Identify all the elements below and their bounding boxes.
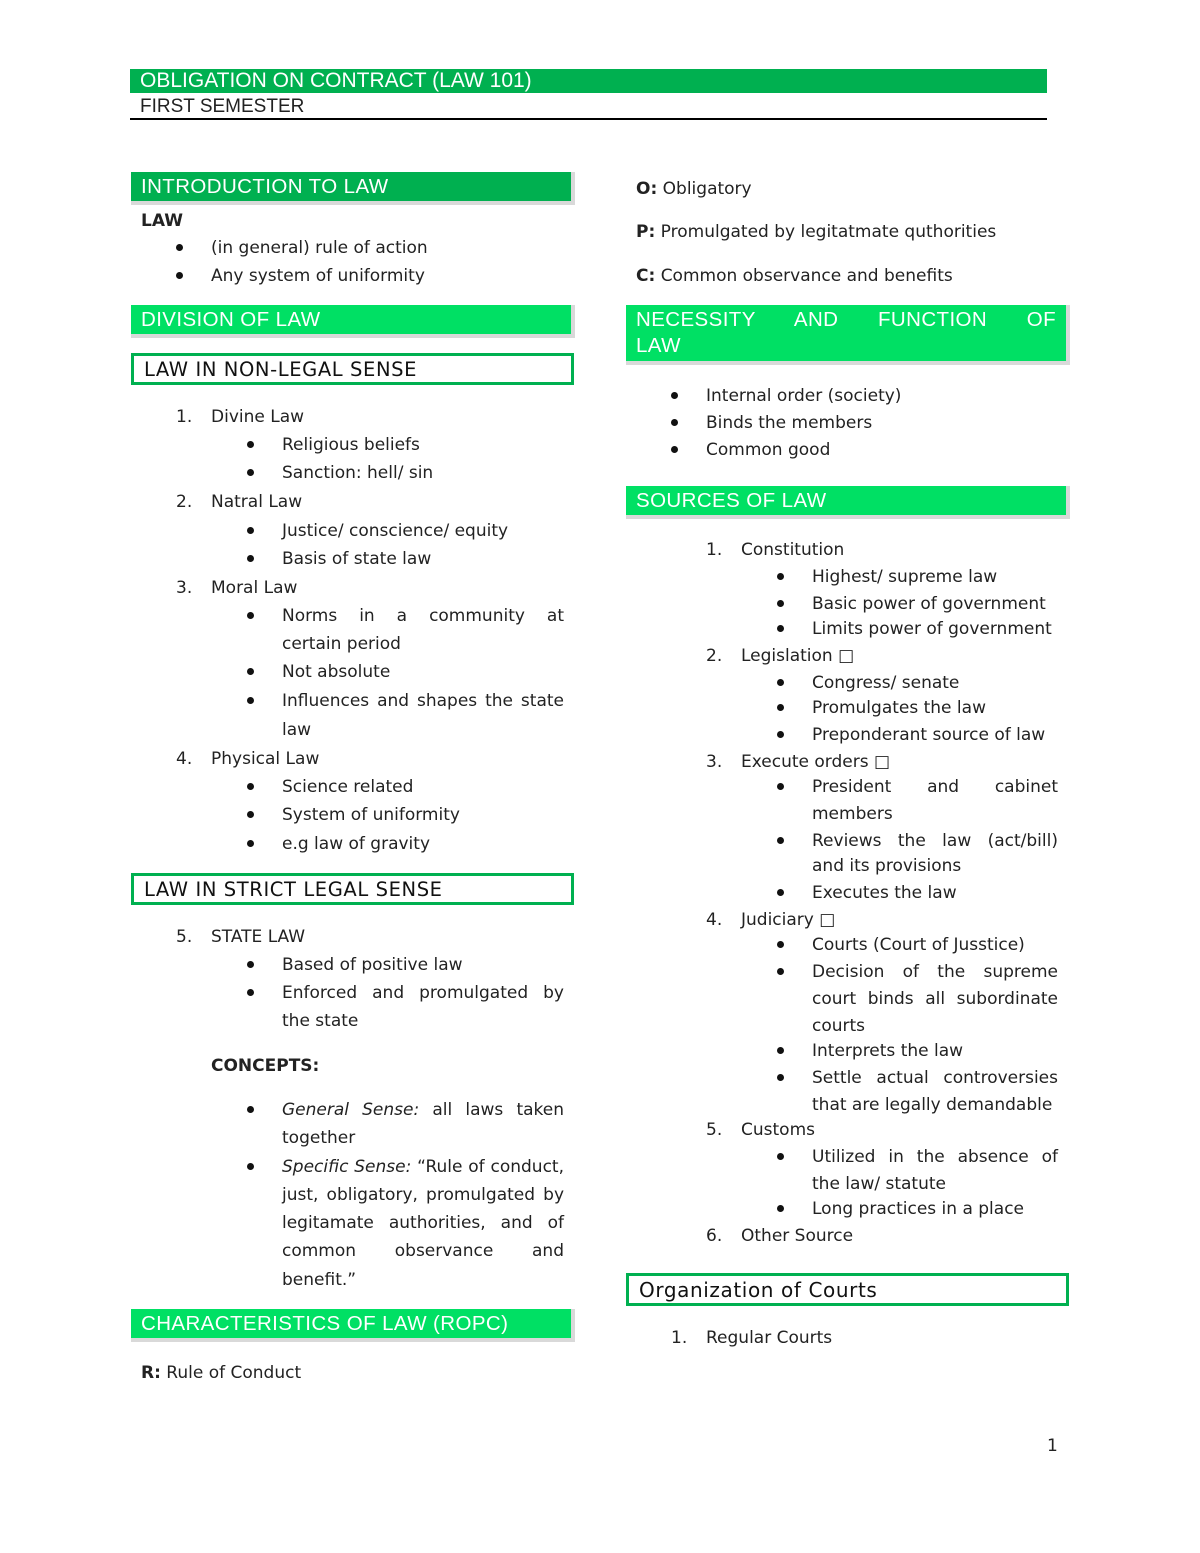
list-number: 2. [176, 492, 193, 512]
list-item: Any system of uniformity [211, 266, 425, 286]
list-number: 5. [706, 1120, 723, 1140]
bullet-icon [671, 446, 678, 453]
list-item-continued: common observance and [282, 1241, 564, 1261]
list-item-title: Regular Courts [706, 1328, 833, 1348]
list-item: Not absolute [282, 662, 391, 682]
bullet-icon [777, 600, 784, 607]
list-item: Common good [706, 440, 831, 460]
bullet-icon [671, 419, 678, 426]
list-item-title: Customs [741, 1120, 815, 1140]
characteristic-key: C: [636, 266, 656, 286]
bullet-icon [671, 392, 678, 399]
characteristic-key: O: [636, 179, 658, 199]
bullet-icon [247, 697, 254, 704]
list-item-continued: together [282, 1128, 356, 1148]
list-item [282, 1157, 564, 1177]
bullet-icon [247, 1106, 254, 1113]
characteristic-key: R: [141, 1363, 161, 1383]
heading-line: NECESSITY AND FUNCTION OF [636, 308, 1056, 331]
list-item: Promulgates the law [812, 698, 986, 718]
term-specific-sense: Specific Sense: [282, 1157, 412, 1177]
bullet-icon [777, 1153, 784, 1160]
bullet-icon [247, 527, 254, 534]
characteristic-item [636, 179, 752, 199]
bullet-icon [777, 941, 784, 948]
list-item-title: Constitution [741, 540, 845, 560]
bullet-icon [247, 783, 254, 790]
section-heading-introduction: INTRODUCTION TO LAW [131, 172, 575, 205]
list-item: Settle actual controversies [812, 1068, 1058, 1088]
characteristic-item [636, 222, 996, 242]
bullet-icon [777, 704, 784, 711]
list-item: e.g law of gravity [282, 834, 431, 854]
bullet-icon [777, 1205, 784, 1212]
list-item-continued: members [812, 804, 893, 824]
bullet-icon [247, 555, 254, 562]
characteristic-item [141, 1363, 301, 1383]
list-item-continued: benefit.” [282, 1270, 357, 1290]
list-number: 6. [706, 1226, 723, 1246]
list-item: Interprets the law [812, 1041, 964, 1061]
list-item: System of uniformity [282, 805, 460, 825]
document-subtitle: FIRST SEMESTER [130, 95, 1047, 120]
list-item: Courts (Court of Jusstice) [812, 935, 1025, 955]
list-number: 4. [176, 749, 193, 769]
subsection-heading-strict-legal: LAW IN STRICT LEGAL SENSE [131, 873, 574, 905]
list-item-continued: just, obligatory, promulgated by [282, 1185, 564, 1205]
list-number: 4. [706, 910, 723, 930]
list-item: Sanction: hell/ sin [282, 463, 434, 483]
list-item [282, 1100, 564, 1120]
bullet-icon [247, 961, 254, 968]
list-item-title: Judiciary □ [741, 910, 836, 930]
list-item-title: Natral Law [211, 492, 303, 512]
list-item-continued: that are legally demandable [812, 1095, 1053, 1115]
bullet-icon [176, 272, 183, 279]
list-item-title: Legislation □ [741, 646, 855, 666]
list-item-continued: and its provisions [812, 856, 962, 876]
bullet-icon [777, 731, 784, 738]
heading-line: LAW [636, 334, 681, 357]
list-item: Science related [282, 777, 414, 797]
term-general-sense: General Sense: [282, 1100, 420, 1120]
section-heading-necessity [626, 305, 1070, 365]
section-heading-sources: SOURCES OF LAW [626, 486, 1070, 519]
list-item-continued: legitamate authorities, and of [282, 1213, 564, 1233]
list-item-title: Other Source [741, 1226, 854, 1246]
list-item-continued: law [282, 720, 312, 740]
list-item: Basis of state law [282, 549, 432, 569]
list-item: Basic power of government [812, 594, 1046, 614]
list-item-continued: courts [812, 1016, 866, 1036]
list-item: Influences and shapes the state [282, 691, 564, 711]
definition-text: all laws taken [432, 1100, 564, 1120]
list-item: Internal order (society) [706, 386, 902, 406]
list-number: 5. [176, 927, 193, 947]
list-number: 3. [176, 578, 193, 598]
law-label: LAW [141, 211, 183, 231]
characteristic-key: P: [636, 222, 656, 242]
bullet-icon [777, 837, 784, 844]
section-heading-characteristics: CHARACTERISTICS OF LAW (ROPC) [131, 1309, 575, 1342]
bullet-icon [247, 840, 254, 847]
bullet-icon [247, 1163, 254, 1170]
list-item-continued: certain period [282, 634, 401, 654]
list-item: (in general) rule of action [211, 238, 428, 258]
characteristic-item [636, 266, 953, 286]
bullet-icon [777, 1047, 784, 1054]
list-number: 1. [671, 1328, 688, 1348]
characteristic-value: Obligatory [662, 179, 752, 199]
list-item-title: Moral Law [211, 578, 298, 598]
bullet-icon [777, 1074, 784, 1081]
list-item: Enforced and promulgated by [282, 983, 564, 1003]
list-number: 3. [706, 752, 723, 772]
list-item: Based of positive law [282, 955, 463, 975]
list-item-continued: court binds all subordinate [812, 989, 1058, 1009]
list-number: 1. [706, 540, 723, 560]
concepts-label: CONCEPTS: [211, 1056, 320, 1076]
bullet-icon [777, 968, 784, 975]
list-item: Religious beliefs [282, 435, 420, 455]
bullet-icon [777, 679, 784, 686]
bullet-icon [247, 469, 254, 476]
list-item: Executes the law [812, 883, 957, 903]
bullet-icon [247, 612, 254, 619]
characteristic-value: Rule of Conduct [166, 1363, 302, 1383]
document-title: OBLIGATION ON CONTRACT (LAW 101) [130, 69, 1047, 93]
list-item-title: STATE LAW [211, 927, 306, 947]
list-number: 2. [706, 646, 723, 666]
list-item: Preponderant source of law [812, 725, 1046, 745]
list-item: President and cabinet [812, 777, 1058, 797]
list-item: Congress/ senate [812, 673, 960, 693]
characteristic-value: Common observance and benefits [660, 266, 953, 286]
list-item: Limits power of government [812, 619, 1052, 639]
bullet-icon [247, 668, 254, 675]
characteristic-value: Promulgated by legitatmate quthorities [660, 222, 997, 242]
list-item-title: Execute orders □ [741, 752, 891, 772]
page-number: 1 [1047, 1436, 1058, 1456]
bullet-icon [777, 625, 784, 632]
list-item: Justice/ conscience/ equity [282, 521, 509, 541]
list-item: Reviews the law (act/bill) [812, 831, 1058, 851]
bullet-icon [176, 244, 183, 251]
bullet-icon [247, 441, 254, 448]
bullet-icon [777, 889, 784, 896]
bullet-icon [247, 989, 254, 996]
list-item: Utilized in the absence of [812, 1147, 1058, 1167]
bullet-icon [247, 811, 254, 818]
list-item: Binds the members [706, 413, 873, 433]
list-item-title: Divine Law [211, 407, 305, 427]
list-item: Highest/ supreme law [812, 567, 998, 587]
section-heading-division: DIVISION OF LAW [131, 305, 575, 338]
bullet-icon [777, 573, 784, 580]
definition-text: “Rule of conduct, [417, 1157, 564, 1177]
list-item: Norms in a community at [282, 606, 564, 626]
list-item-continued: the state [282, 1011, 359, 1031]
subsection-heading-non-legal: LAW IN NON-LEGAL SENSE [131, 353, 574, 385]
list-number: 1. [176, 407, 193, 427]
list-item-continued: the law/ statute [812, 1174, 946, 1194]
list-item: Long practices in a place [812, 1199, 1025, 1219]
bullet-icon [777, 783, 784, 790]
subsection-heading-courts: Organization of Courts [626, 1273, 1069, 1306]
list-item-title: Physical Law [211, 749, 320, 769]
list-item: Decision of the supreme [812, 962, 1058, 982]
